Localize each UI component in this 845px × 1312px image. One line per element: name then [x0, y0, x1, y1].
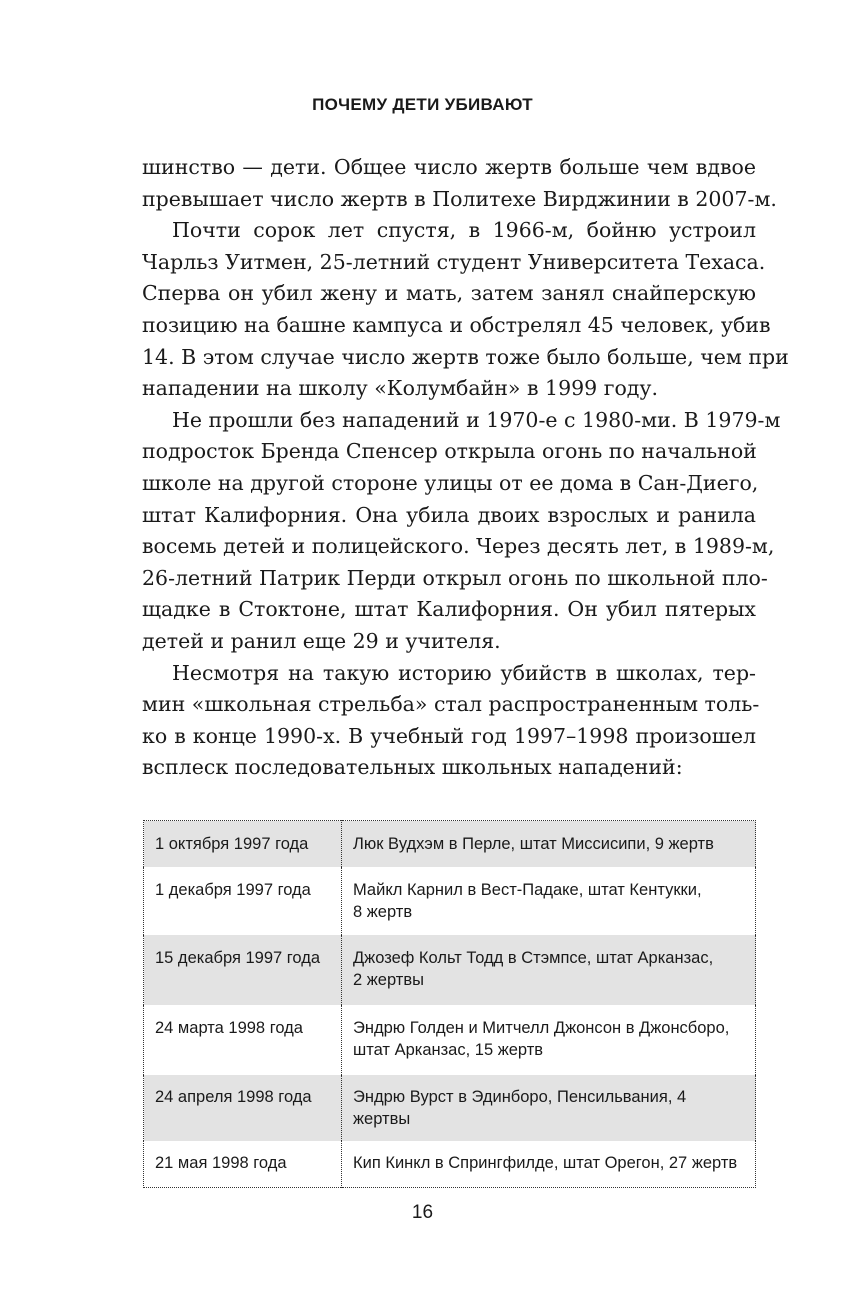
paragraph: [142, 215, 789, 405]
paragraph: [142, 658, 760, 784]
table-row: [144, 1075, 756, 1141]
table-row: [144, 1005, 756, 1075]
shootings-table: [143, 820, 756, 1188]
description-line: штат Арканзас, 15 жертв: [353, 1041, 544, 1059]
description-cell: [342, 867, 756, 935]
text-line: детей и ранил еще 29 и учителя.: [142, 628, 501, 653]
description-cell: [342, 1075, 756, 1141]
body-text: [142, 152, 789, 784]
description-line: 2 жертвы: [353, 971, 424, 989]
table-row: [144, 821, 756, 868]
text-line: Почти сорок лет спустя, в 1966-м, бойню устроил: [172, 218, 756, 243]
text-line: Чарльз Уитмен, 25-летний студент Университета Техаса.: [142, 249, 766, 274]
running-head: ПОЧЕМУ ДЕТИ УБИВАЮТ: [312, 95, 533, 114]
description-cell: [342, 935, 756, 1005]
text-line: ко в конце 1990-х. В учебный год 1997–1998 произошел: [142, 723, 756, 748]
description-cell: [342, 1141, 756, 1188]
text-line: 14. В этом случае число жертв тоже было больше, чем при: [142, 344, 789, 369]
date-cell: 24 апреля 1998 года: [144, 1075, 342, 1141]
description-line: Эндрю Вурст в Эдинборо, Пенсильвания, 4 жертвы: [353, 1088, 687, 1128]
text-line: Не прошли без нападений и 1970-е с 1980-ми. В 1979-м: [172, 407, 781, 432]
description-cell: [342, 1005, 756, 1075]
description-line: Майкл Карнил в Вест-Падаке, штат Кентукки,: [353, 881, 702, 899]
table-row: [144, 867, 756, 935]
paragraph: [142, 405, 781, 658]
text-line: нападении на школу «Колумбайн» в 1999 году.: [142, 376, 659, 401]
text-line: превышает число жертв в Политехе Вирджинии в 2007-м.: [142, 186, 777, 211]
text-line: шинство — дети. Общее число жертв больше чем вдвое: [142, 155, 756, 179]
date-cell: 15 декабря 1997 года: [144, 935, 342, 1005]
text-line: позицию на башне кампуса и обстрелял 45 человек, убив: [142, 312, 771, 337]
text-line: школе на другой стороне улицы от ее дома в Сан-Диего,: [142, 470, 759, 495]
description-line: Кип Кинкл в Спрингфилде, штат Орегон, 27 жертв: [353, 1154, 738, 1172]
text-line: Несмотря на такую историю убийств в школах, тер-: [172, 660, 756, 685]
text-line: мин «школьная стрельба» стал распространенным толь-: [142, 692, 760, 717]
text-line: Сперва он убил жену и мать, затем занял снайперскую: [142, 281, 756, 306]
date-cell: 24 марта 1998 года: [144, 1005, 342, 1075]
text-line: щадке в Стоктоне, штат Калифорния. Он убил пятерых: [142, 597, 756, 622]
text-line: восемь детей и полицейского. Через десять лет, в 1989-м,: [142, 534, 775, 559]
description-cell: [342, 821, 756, 868]
date-cell: 1 октября 1997 года: [144, 821, 342, 868]
table-row: [144, 935, 756, 1005]
table-row: [144, 1141, 756, 1188]
description-line: Люк Вудхэм в Перле, штат Миссисипи, 9 жертв: [353, 835, 714, 853]
text-line: 26-летний Патрик Перди открыл огонь по школьной пло-: [142, 565, 768, 590]
text-line: всплеск последовательных школьных нападений:: [142, 755, 683, 780]
text-line: подросток Бренда Спенсер открыла огонь по начальной: [142, 439, 757, 464]
text-line: штат Калифорния. Она убила двоих взрослых и ранила: [142, 502, 756, 527]
date-cell: 1 декабря 1997 года: [144, 867, 342, 935]
page-number: 16: [411, 1202, 434, 1223]
description-line: Джозеф Кольт Тодд в Стэмпсе, штат Арканзас,: [353, 949, 714, 967]
description-line: Эндрю Голден и Митчелл Джонсон в Джонсборо,: [353, 1019, 730, 1037]
description-line: 8 жертв: [353, 903, 413, 921]
date-cell: 21 мая 1998 года: [144, 1141, 342, 1188]
paragraph: [142, 152, 777, 215]
